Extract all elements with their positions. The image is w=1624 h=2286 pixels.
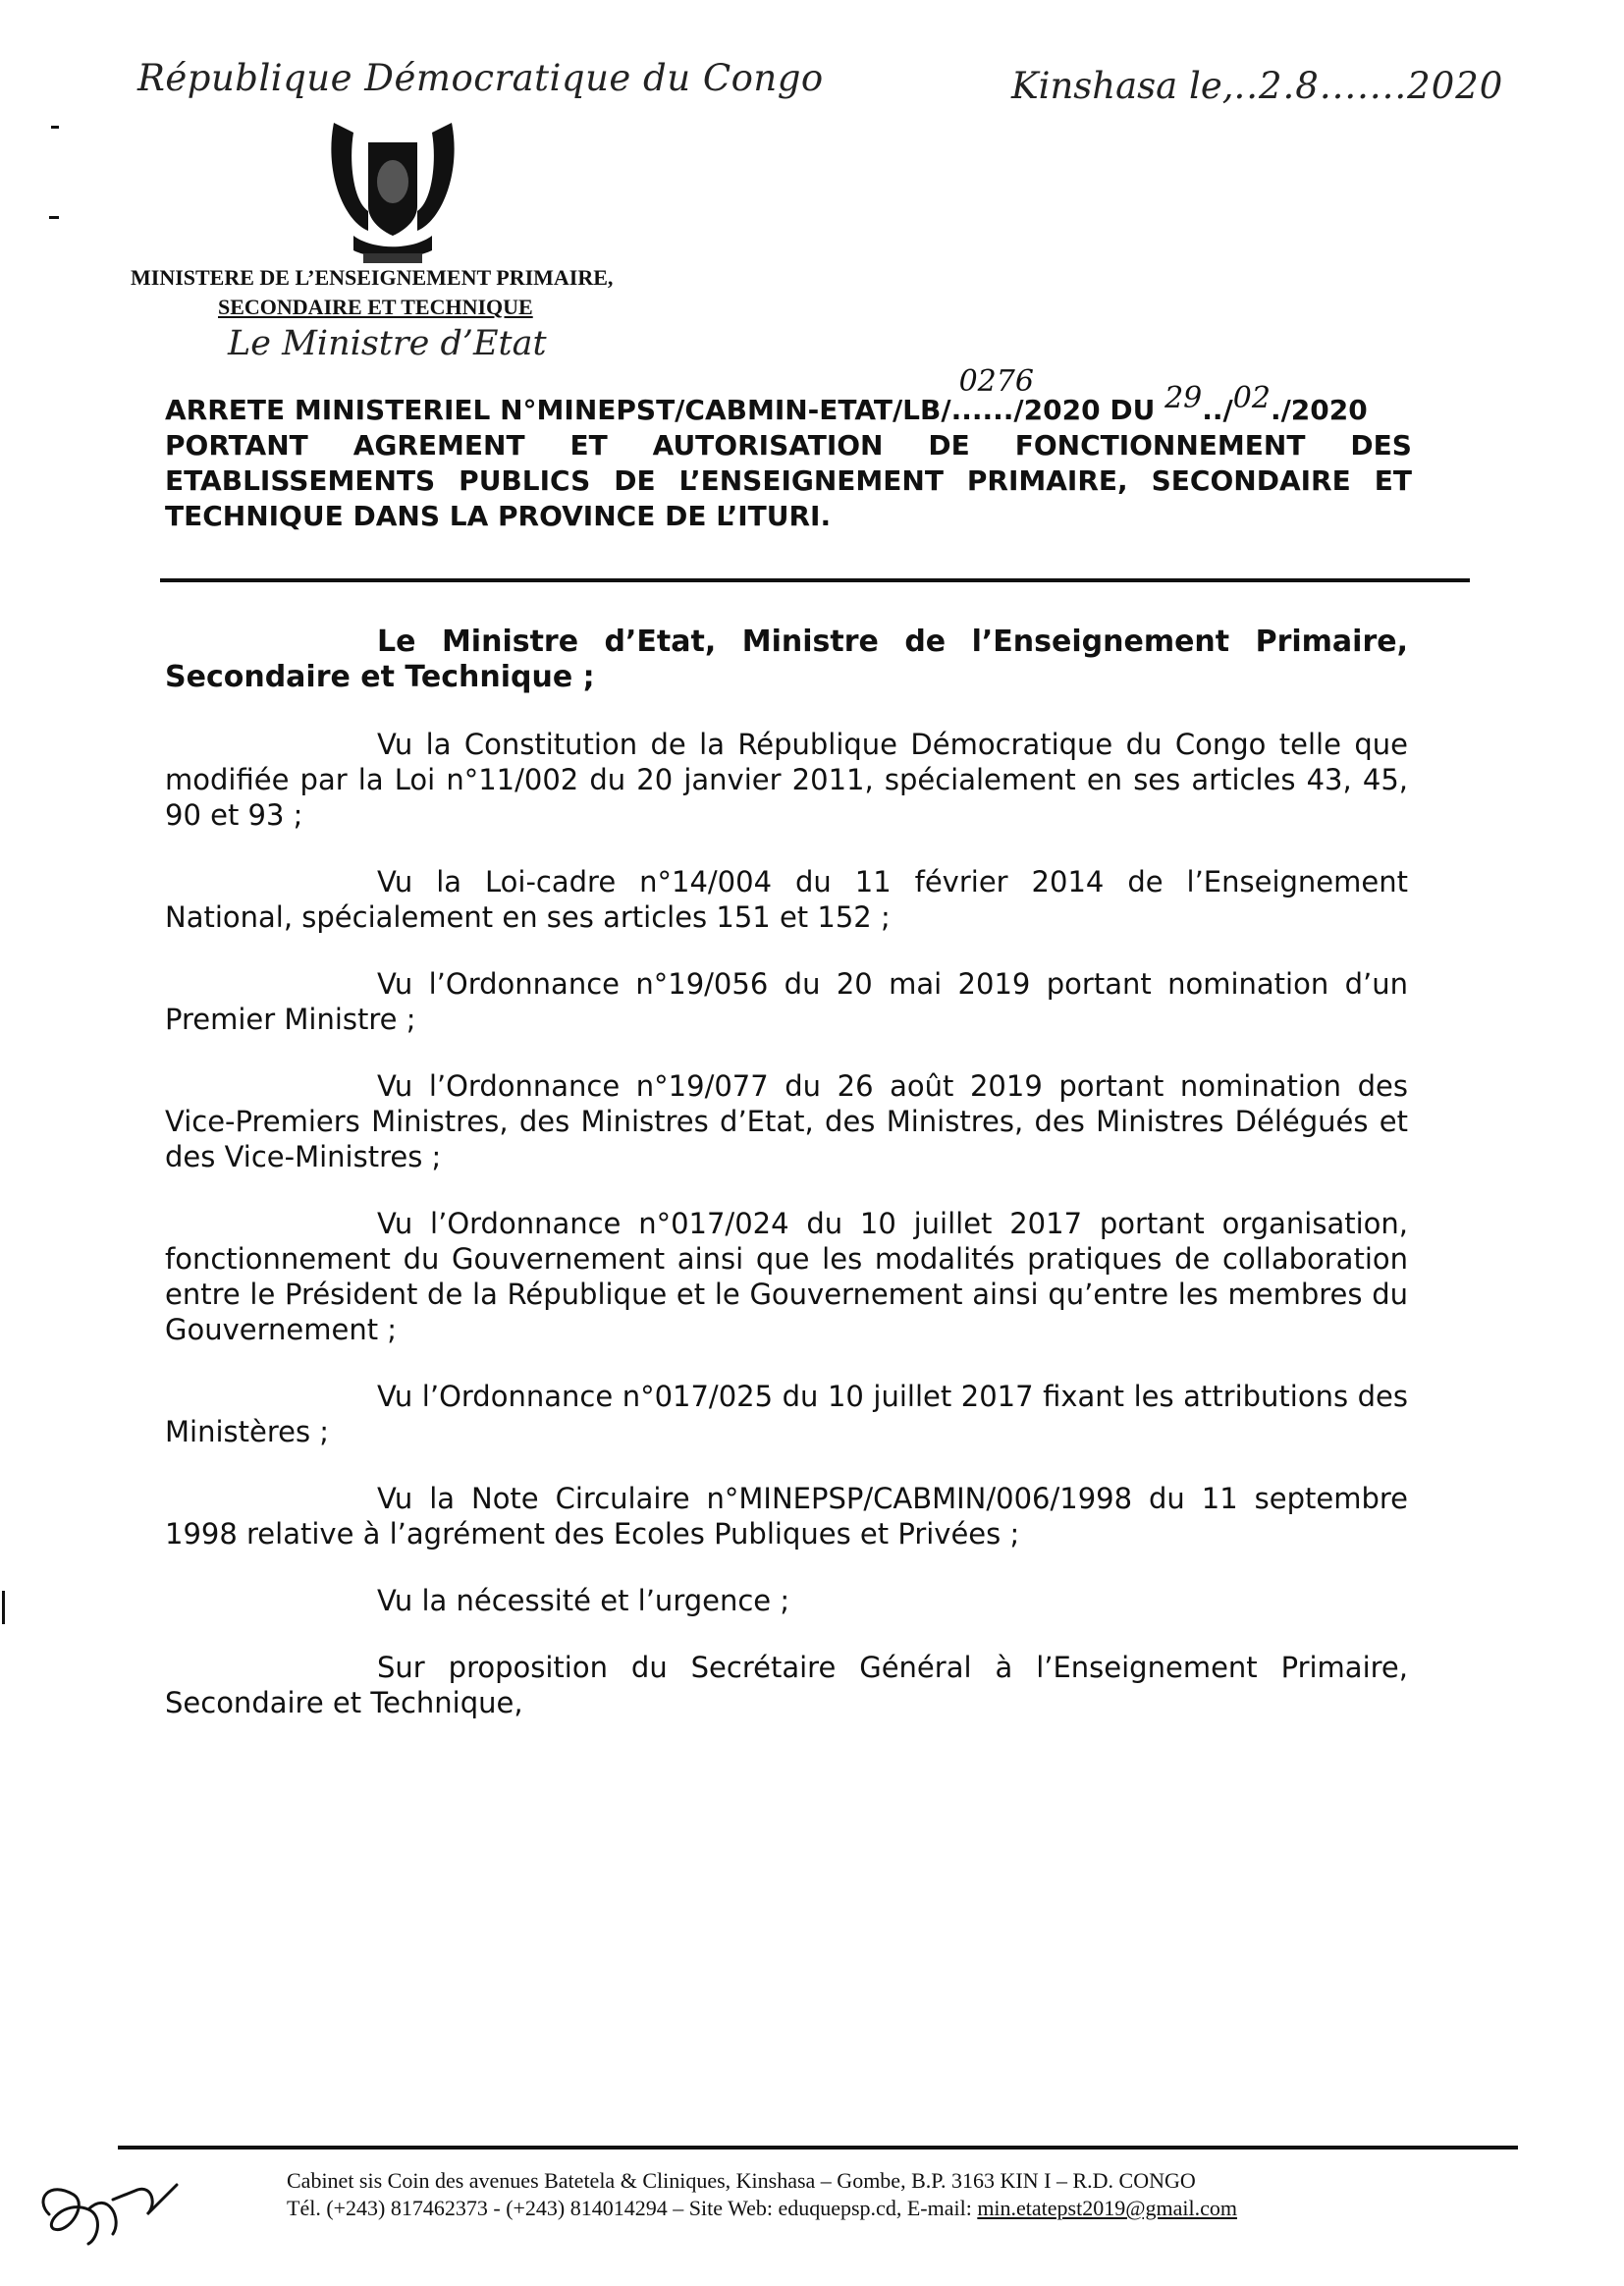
intro-text: Le Ministre d’Etat, Ministre de l’Enseignement Primaire, Secondaire et Technique ; [165, 625, 1408, 694]
margin-mark [2, 1591, 5, 1624]
subject-word: FONCTIONNEMENT [1014, 429, 1306, 462]
handwritten-day: 29 [1164, 381, 1203, 415]
subject-word: PORTANT [165, 429, 308, 462]
visa-paragraph: Vu la nécessité et l’urgence ; [377, 1584, 790, 1617]
subject-word: AUTORISATION [652, 429, 884, 462]
subject-word: PRIMAIRE, [966, 464, 1128, 497]
visa-paragraph: Vu la Note Circulaire n°MINEPSP/CABMIN/006/1998 du 11 septembre 1998 relative à l’agrément des Ecoles Publiques et Privées ; [165, 1482, 1408, 1551]
header-place-date [1011, 65, 1503, 107]
arrete-ref-year: /2020 DU [1013, 394, 1165, 426]
subject-word: ETABLISSEMENTS [165, 464, 436, 497]
coat-of-arms-icon [324, 113, 461, 270]
footer-phones: Tél. (+243) 817462373 - (+243) 814014294 – Site Web: eduquepsp.cd, E-mail: [287, 2196, 978, 2220]
arrete-date-suffix: /2020 [1280, 394, 1368, 426]
place-label: Kinshasa le, [1011, 65, 1234, 107]
arrete-reference-line [165, 364, 1412, 428]
margin-mark [51, 126, 59, 129]
title-divider [160, 578, 1470, 582]
signature-icon [29, 2160, 206, 2259]
footer-contact [287, 2196, 1237, 2221]
subject-word: ET [569, 429, 608, 462]
header-country: République Démocratique du Congo [137, 57, 824, 99]
visa-paragraph: Vu la Loi-cadre n°14/004 du 11 février 2014 de l’Enseignement National, spécialement en ses articles 151 et 152 ; [165, 865, 1408, 934]
visa-paragraph: Vu l’Ordonnance n°017/025 du 10 juillet 2017 fixant les attributions des Ministères ; [165, 1380, 1408, 1448]
subject-word: PUBLICS [459, 464, 591, 497]
visa-paragraph: Vu l’Ordonnance n°017/024 du 10 juillet 2017 portant organisation, fonctionnement du Gouvernement ainsi que les modalités pratiques de collaboration entre le Président de la République et le Gouvernement ainsi qu’entre les membres du Gouvernement ; [165, 1207, 1408, 1346]
visa-paragraph: Vu la Constitution de la République Démocratique du Congo telle que modifiée par la Loi n°11/002 du 20 janvier 2011, spécialement en ses articles 43, 45, 90 et 93 ; [165, 728, 1408, 832]
visa-paragraph: Vu l’Ordonnance n°19/077 du 26 août 2019 portant nomination des Vice-Premiers Ministres, des Ministres d’Etat, des Ministres, des Ministres Délégués et des Vice-Ministres ; [165, 1069, 1408, 1173]
ministry-title: Le Ministre d’Etat [228, 324, 547, 363]
visa-paragraph: Vu l’Ordonnance n°19/056 du 20 mai 2019 portant nomination d’un Premier Ministre ; [165, 967, 1408, 1036]
arrete-ref-prefix: ARRETE MINISTERIEL N°MINEPST/CABMIN-ETAT/LB/ [165, 394, 951, 426]
subject-word: L’ENSEIGNEMENT [678, 464, 944, 497]
arrete-subject-line3: TECHNIQUE DANS LA PROVINCE DE L’ITURI. [165, 500, 832, 532]
arrete-subject-line1 [165, 428, 1412, 463]
arrete-ref-dots: ...... [950, 394, 1014, 426]
intro-paragraph [165, 625, 1408, 695]
footer-address: Cabinet sis Coin des avenues Batetela & Cliniques, Kinshasa – Gombe, B.P. 3163 KIN I – R.D. CONGO [287, 2168, 1196, 2193]
arrete-title [165, 364, 1412, 534]
arrete-reference: ARRETE MINISTERIEL N°MINEPST/CABMIN-ETAT/LB/ 0276 ....../2020 DU 29../02./2020 [165, 364, 1368, 426]
margin-mark [49, 216, 59, 219]
handwritten-month: 02 [1232, 381, 1271, 415]
ministry-name-line1: MINISTERE DE L’ENSEIGNEMENT PRIMAIRE, [131, 265, 614, 290]
subject-word: DE [614, 464, 656, 497]
subject-word: DES [1350, 429, 1412, 462]
proposal-paragraph: Sur proposition du Secrétaire Général à l’Enseignement Primaire, Secondaire et Technique, [165, 1651, 1408, 1719]
document-body [165, 625, 1408, 1752]
handwritten-date: ..2.8.......2020 [1233, 65, 1504, 107]
footer-divider [118, 2146, 1518, 2150]
subject-word: AGREMENT [352, 429, 525, 462]
handwritten-arrete-number: 0276 [958, 364, 1034, 399]
ministry-name-line2: SECONDAIRE ET TECHNIQUE [218, 295, 533, 319]
footer-email-link[interactable]: min.etatepst2019@gmail.com [977, 2196, 1237, 2220]
subject-word: ET [1374, 464, 1412, 497]
subject-word: SECONDAIRE [1151, 464, 1351, 497]
arrete-subject-line2 [165, 463, 1412, 499]
subject-word: DE [928, 429, 970, 462]
